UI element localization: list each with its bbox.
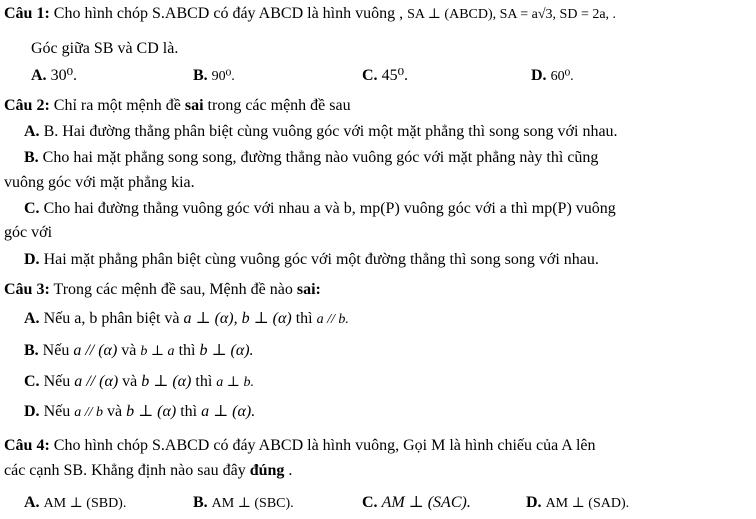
q4-option-a-value: AM ⊥ (SBD). bbox=[43, 496, 127, 511]
q3-option-c-mid2: thì bbox=[195, 373, 213, 390]
question-2-label: Câu 2: bbox=[4, 97, 50, 114]
q3-option-b-text: Nếu bbox=[42, 342, 70, 359]
q4-option-b-value: AM ⊥ (SBC). bbox=[211, 496, 294, 511]
question-3-label: Câu 3: bbox=[4, 281, 50, 298]
q3-option-b-math3: b ⊥ (α). bbox=[199, 342, 254, 359]
q2-option-c-text: Cho hai đường thẳng vuông góc với nhau a và b, mp(P) vuông góc với a thì mp(P) vuông bbox=[43, 200, 616, 217]
q3-option-d-text: Nếu bbox=[43, 403, 71, 420]
q3-option-b-math2: b ⊥ a bbox=[140, 344, 175, 359]
q1-option-b-value: 90⁰. bbox=[211, 69, 235, 84]
q4-option-b-letter: B. bbox=[193, 494, 208, 511]
q3-option-c-math1: a // (α) bbox=[74, 373, 119, 390]
q4-option-b[interactable] bbox=[193, 493, 294, 514]
q3-option-c-math3: a ⊥ b. bbox=[216, 375, 254, 390]
q1-option-a-value: 30⁰. bbox=[50, 67, 77, 84]
q2-option-c-letter: C. bbox=[24, 200, 40, 217]
question-2-text-before: Chỉ ra một mệnh đề bbox=[53, 97, 181, 114]
q4-option-d-letter: D. bbox=[526, 494, 542, 511]
q3-option-d-letter: D. bbox=[24, 403, 40, 420]
q3-option-a-math1: a ⊥ (α), b ⊥ (α) bbox=[183, 310, 292, 327]
question-4-stem-cont bbox=[4, 461, 292, 481]
q2-option-b-text: Cho hai mặt phẳng song song, đường thẳng nào vuông góc với mặt phẳng này thì cũng bbox=[42, 149, 599, 166]
q3-option-c-mid: và bbox=[122, 373, 138, 390]
q3-option-d-math1: a // b bbox=[74, 405, 103, 420]
q2-option-d-text: Hai mặt phẳng phân biệt cùng vuông góc với một đường thẳng thì song song với nhau. bbox=[43, 251, 599, 268]
question-4-text: Cho hình chóp S.ABCD có đáy ABCD là hình vuông, Gọi M là hình chiếu của A lên bbox=[53, 437, 596, 454]
question-4-text2-after: . bbox=[288, 462, 293, 479]
q3-option-d[interactable] bbox=[24, 402, 255, 423]
q3-option-a-letter: A. bbox=[24, 310, 40, 327]
q1-option-c-value: 45⁰. bbox=[381, 67, 408, 84]
q2-option-a[interactable] bbox=[24, 122, 618, 142]
q3-option-d-mid: và bbox=[107, 403, 123, 420]
q3-option-b-mid2: thì bbox=[178, 342, 196, 359]
q2-option-a-text: B. Hai đường thẳng phân biệt cùng vuông góc với một mặt phẳng thì song song với nhau. bbox=[43, 123, 618, 140]
question-4-text2-before: các cạnh SB. Khẳng định nào sau đây bbox=[4, 462, 246, 479]
q3-option-d-math2: b ⊥ (α) bbox=[126, 403, 177, 420]
q2-option-c[interactable] bbox=[24, 199, 616, 219]
q1-option-d-letter: D. bbox=[531, 67, 547, 84]
q3-option-b-mid: và bbox=[121, 342, 137, 359]
q3-option-c-text: Nếu bbox=[43, 373, 71, 390]
q2-option-d[interactable] bbox=[24, 250, 599, 270]
question-4-text2-bold: đúng bbox=[249, 462, 285, 479]
question-1-text: Cho hình chóp S.ABCD có đáy ABCD là hình vuông , bbox=[53, 5, 404, 22]
question-2-stem bbox=[4, 96, 351, 116]
q3-option-b[interactable] bbox=[24, 341, 254, 362]
q4-option-d[interactable] bbox=[526, 493, 629, 514]
q3-option-c-letter: C. bbox=[24, 373, 40, 390]
q3-option-a-text: Nếu a, b phân biệt và bbox=[43, 310, 180, 327]
question-2-text-after: trong các mệnh đề sau bbox=[207, 97, 351, 114]
q4-option-c-value: AM ⊥ (SAC). bbox=[381, 494, 471, 511]
q1-option-d-value: 60⁰. bbox=[550, 69, 574, 84]
question-3-text-bold: sai: bbox=[296, 281, 321, 298]
q2-option-d-letter: D. bbox=[24, 251, 40, 268]
question-1-label: Câu 1: bbox=[4, 5, 50, 22]
q2-option-a-letter: A. bbox=[24, 123, 40, 140]
question-1-math: SA ⊥ (ABCD), SA = a√3, SD = 2a, . bbox=[407, 7, 617, 22]
q3-option-a[interactable] bbox=[24, 309, 349, 330]
question-4-label: Câu 4: bbox=[4, 437, 50, 454]
question-2-text-bold: sai bbox=[184, 97, 204, 114]
q2-option-b-letter: B. bbox=[24, 149, 39, 166]
question-3-text: Trong các mệnh đề sau, Mệnh đề nào bbox=[53, 281, 293, 298]
q4-option-c[interactable] bbox=[362, 493, 471, 513]
q1-option-b[interactable] bbox=[193, 66, 235, 87]
q3-option-a-mid: thì bbox=[295, 310, 313, 327]
q3-option-a-math2: a // b. bbox=[316, 312, 349, 327]
q3-option-c[interactable] bbox=[24, 372, 254, 393]
q3-option-b-letter: B. bbox=[24, 342, 39, 359]
q3-option-d-mid2: thì bbox=[180, 403, 198, 420]
q4-option-d-value: AM ⊥ (SAD). bbox=[545, 496, 630, 511]
q1-option-a[interactable] bbox=[31, 66, 77, 86]
question-3-stem bbox=[4, 280, 321, 300]
question-1-stem bbox=[4, 4, 616, 25]
question-1-subtext: Góc giữa SB và CD là. bbox=[31, 40, 179, 57]
q2-option-c-cont: góc với bbox=[4, 224, 53, 241]
q2-option-b-cont: vuông góc với mặt phẳng kia. bbox=[4, 174, 195, 191]
q1-option-b-letter: B. bbox=[193, 67, 208, 84]
q1-option-a-letter: A. bbox=[31, 67, 47, 84]
q4-option-a[interactable] bbox=[24, 493, 126, 514]
q3-option-c-math2: b ⊥ (α) bbox=[141, 373, 192, 390]
q1-option-d[interactable] bbox=[531, 66, 574, 87]
q4-option-a-letter: A. bbox=[24, 494, 40, 511]
q1-option-c-letter: C. bbox=[362, 67, 378, 84]
question-4-stem bbox=[4, 436, 596, 456]
q2-option-b[interactable] bbox=[24, 148, 598, 168]
q1-option-c[interactable] bbox=[362, 66, 408, 86]
q3-option-d-math3: a ⊥ (α). bbox=[201, 403, 256, 420]
q4-option-c-letter: C. bbox=[362, 494, 378, 511]
q3-option-b-math1: a // (α) bbox=[73, 342, 118, 359]
